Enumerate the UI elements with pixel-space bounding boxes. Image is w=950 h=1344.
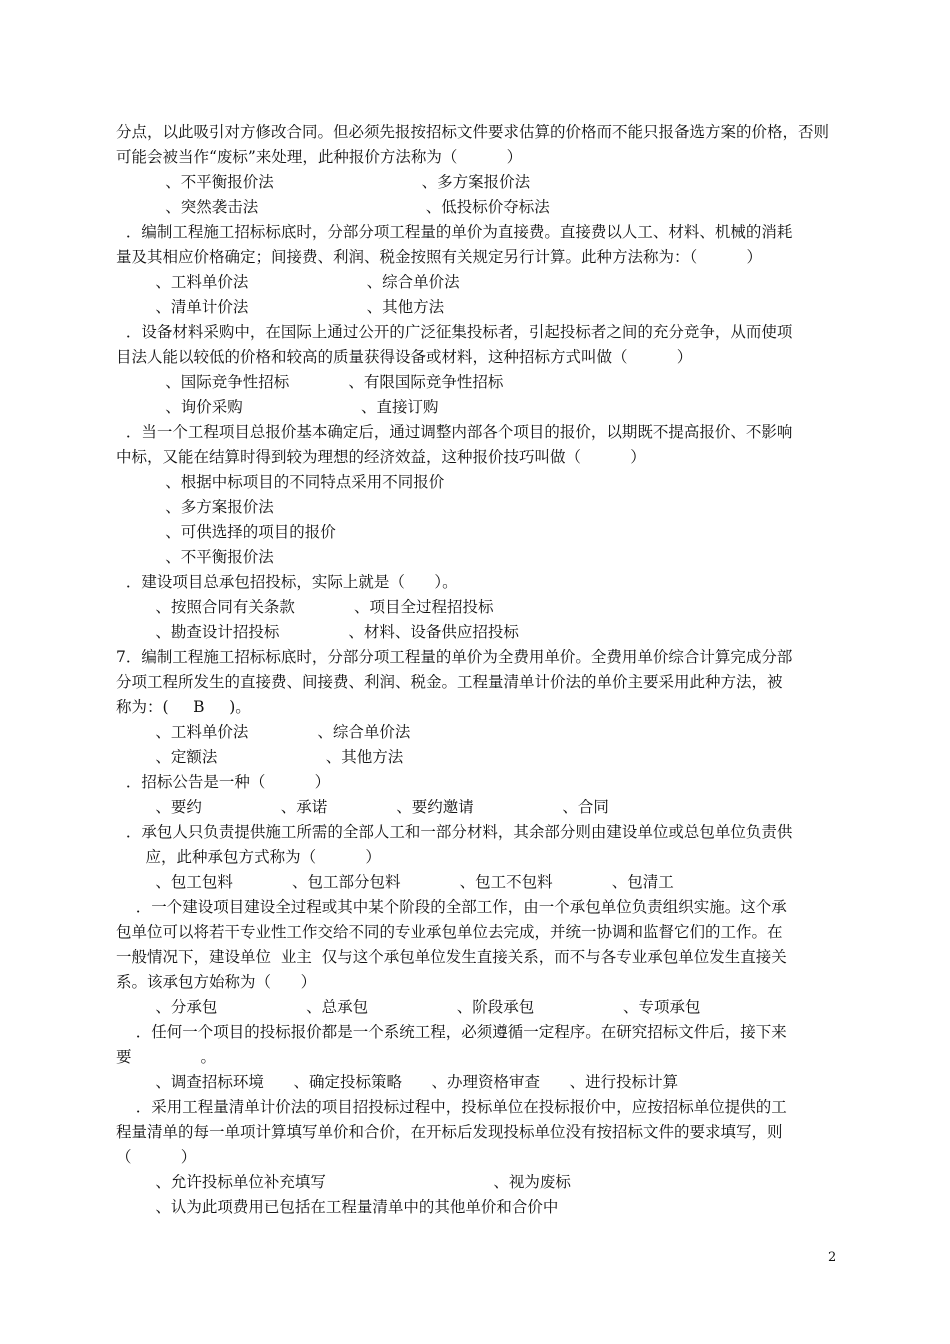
text-line: 、按照合同有关条款 、项目全过程招投标 [116,598,494,616]
text-line: 、允许投标单位补充填写 、视为废标 [116,1173,571,1191]
text-line: 分点，以此吸引对方修改合同。但必须先报按招标文件要求估算的价格而不能只报备选方案的价格，否则 [116,123,830,141]
text-line: 要 。 [116,1048,216,1066]
text-line: 、要约 、承诺 、要约邀请 、合同 [116,798,609,816]
text-line: 可能会被当作“废标”来处理，此种报价方法称为（ ） [116,148,523,166]
text-line: 、不平衡报价法 、多方案报价法 [116,173,531,191]
text-line: ．任何一个项目的投标报价都是一个系统工程，必须遵循一定程序。在研究招标文件后，接下来 [116,1023,787,1041]
text-line: 、多方案报价法 [116,498,274,516]
text-line: 应，此种承包方式称为（ ） [116,848,381,866]
text-line: 程量清单的每一单项计算填写单价和合价，在开标后发现投标单位没有按招标文件的要求填写，则 [116,1123,783,1141]
text-line: 量及其相应价格确定；间接费、利润、税金按照有关规定另行计算。此种方法称为：（ ） [116,248,763,266]
text-line: ．设备材料采购中，在国际上通过公开的广泛征集投标者，引起投标者之间的充分竞争，从而使项 [116,323,793,341]
text-line: 分项工程所发生的直接费、间接费、利润、税金。工程量清单计价法的单价主要采用此种方法，被 [116,673,783,691]
text-line: 、突然袭击法 、低投标价夺标法 [116,198,550,216]
text-line: 、清单计价法 、其他方法 [116,298,445,316]
text-line: 一般情况下，建设单位 业主 仅与这个承包单位发生直接关系，而不与各专业承包单位发生直接关 [116,948,787,966]
page-number: 2 [828,1250,837,1265]
text-line: ．建设项目总承包招投标，实际上就是（ ）。 [116,573,458,591]
text-line: 、定额法 、其他方法 [116,748,404,766]
text-line: ．采用工程量清单计价法的项目招投标过程中，投标单位在投标报价中，应按招标单位提供的工 [116,1098,787,1116]
text-line: 、认为此项费用已包括在工程量清单中的其他单价和合价中 [116,1198,559,1216]
text-line: 包单位可以将若干专业性工作交给不同的专业承包单位去完成，并统一协调和监督它们的工作。在 [116,923,783,941]
text-line: 、根据中标项目的不同特点采用不同报价 [116,473,445,491]
text-line: 、分承包 、总承包 、阶段承包 、专项承包 [116,998,701,1016]
text-line: 目法人能以较低的价格和较高的质量获得设备或材料，这种招标方式叫做（ ） [116,348,693,366]
text-line: ．承包人只负责提供施工所需的全部人工和一部分材料，其余部分则由建设单位或总包单位负责供 [116,823,793,841]
text-line: 、调查招标环境 、确定投标策略 、办理资格审查 、进行投标计算 [116,1073,679,1091]
text-line: 、国际竞争性招标 、有限国际竞争性招标 [116,373,504,391]
text-line: ．一个建设项目建设全过程或其中某个阶段的全部工作，由一个承包单位负责组织实施。这个承 [116,898,787,916]
text-line: （ ） [116,1148,197,1166]
text-line: 7．编制工程施工招标标底时，分部分项工程量的单价为全费用单价。全费用单价综合计算完成分部 [116,648,793,666]
text-line: 、可供选择的项目的报价 [116,523,336,541]
text-line: 、不平衡报价法 [116,548,274,566]
text-line: 、工料单价法 、综合单价法 [116,723,411,741]
text-line: 系。该承包方始称为（ ） [116,973,317,991]
text-line: ．编制工程施工招标标底时，分部分项工程量的单价为直接费。直接费以人工、材料、机械的消耗 [116,223,793,241]
text-line: 称为：( B )。 [116,698,251,716]
text-line: ．招标公告是一种（ ） [116,773,331,791]
text-line: 、工料单价法 、综合单价法 [116,273,460,291]
text-line: 、包工包料 、包工部分包料 、包工不包料 、包清工 [116,873,674,891]
text-line: ．当一个工程项目总报价基本确定后，通过调整内部各个项目的报价，以期既不提高报价、不影响 [116,423,793,441]
text-line: 中标，又能在结算时得到较为理想的经济效益，这种报价技巧叫做（ ） [116,448,646,466]
text-line: 、勘查设计招投标 、材料、设备供应招投标 [116,623,519,641]
text-line: 、询价采购 、直接订购 [116,398,439,416]
